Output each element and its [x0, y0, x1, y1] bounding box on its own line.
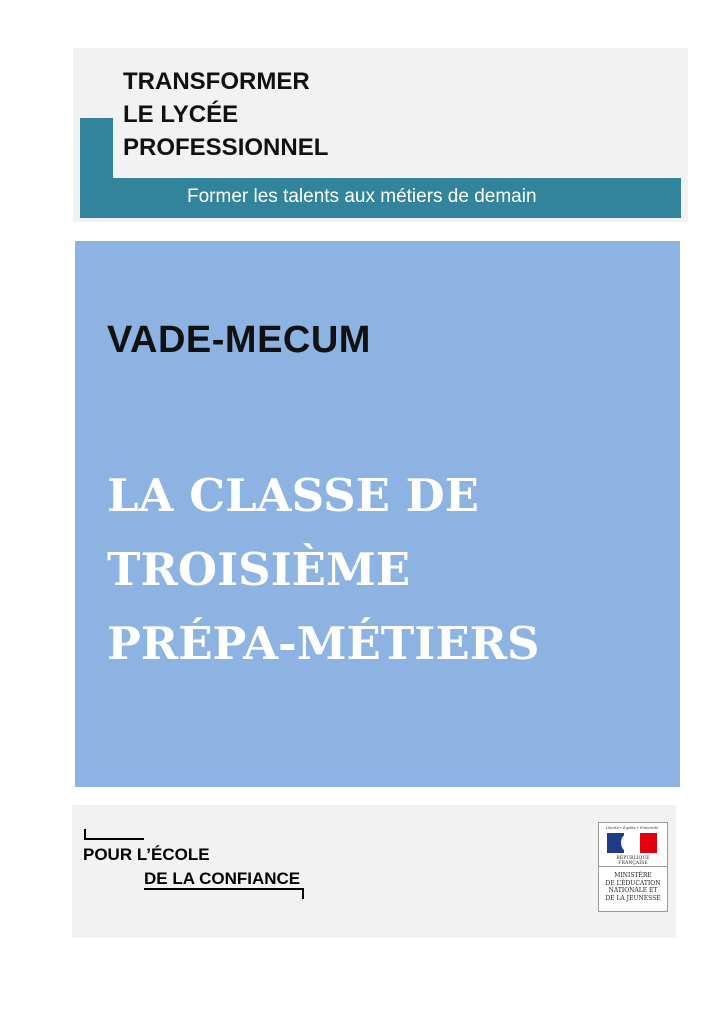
ministry-name-line: DE LA JEUNESSE	[605, 894, 661, 902]
ministry-name-line: DE L’ÉDUCATION	[605, 879, 661, 887]
republic-motto: Liberté • Égalité • Fraternité	[605, 826, 659, 830]
ministry-name-line: MINISTÈRE	[614, 872, 652, 879]
motto-bracket-bottom	[144, 888, 304, 899]
header-title-line: PROFESSIONNEL	[123, 134, 329, 161]
french-flag-icon	[607, 833, 657, 853]
cover-main-block	[75, 241, 680, 787]
ministry-name	[601, 872, 665, 902]
motto-bracket-top	[84, 829, 144, 840]
header-title	[123, 65, 328, 164]
document-type: VADE-MECUM	[107, 319, 371, 361]
marianne-profile-icon	[621, 835, 631, 851]
motto-line-2: DE LA CONFIANCE	[144, 869, 301, 888]
ministry-name-line: NATIONALE ET	[608, 887, 658, 894]
republic-label: RÉPUBLIQUE FRANÇAISE	[616, 856, 650, 866]
document-title-line: LA CLASSE DE	[107, 469, 479, 522]
document-title	[107, 459, 540, 681]
motto-line-1: POUR L’ÉCOLE	[83, 845, 210, 864]
header-accent-bar	[80, 118, 113, 178]
header-title-line: LE LYCÉE	[123, 101, 239, 128]
header-title-line: TRANSFORMER	[123, 68, 310, 95]
header-subtitle: Former les talents aux métiers de demain	[187, 186, 537, 207]
ministry-logo	[598, 822, 668, 912]
footer-banner	[72, 805, 676, 938]
document-title-line: TROISIÈME	[107, 543, 411, 596]
header-banner	[73, 48, 688, 222]
logo-divider	[599, 866, 667, 867]
document-title-line: PRÉPA-MÉTIERS	[107, 617, 540, 670]
